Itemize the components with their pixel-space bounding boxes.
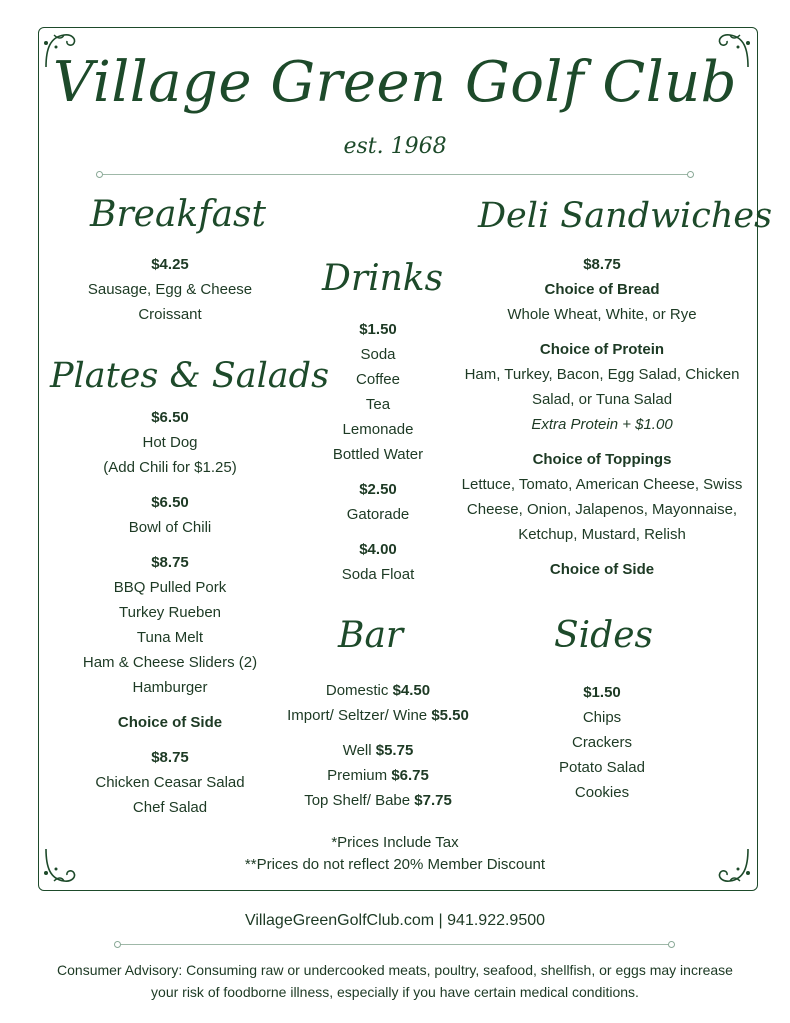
deli-toppings-options: Cheese, Onion, Jalapenos, Mayonnaise, (466, 501, 738, 518)
divider-bottom-dot-left (114, 941, 121, 948)
plates-salads-heading: Plates & Salads (50, 356, 330, 396)
bar-section (270, 678, 486, 813)
drinks-price: $2.50 (359, 481, 397, 498)
deli-sandwiches-heading: Deli Sandwiches (478, 196, 773, 236)
plates-item: Hot Dog (142, 434, 198, 451)
plates-item: Turkey Rueben (119, 604, 221, 621)
sides-item: Chips (582, 709, 622, 726)
plates-price: $8.75 (151, 554, 189, 571)
plates-price: $8.75 (151, 749, 189, 766)
bar-heading: Bar (338, 615, 404, 656)
bar-item: Well $5.75 (342, 742, 414, 759)
consumer-advisory-line1: Consumer Advisory: Consuming raw or undercooked meats, poultry, seafood, shellfish, or eggs may increase (57, 962, 733, 978)
deli-protein-title: Choice of Protein (539, 341, 665, 358)
deli-toppings-options: Ketchup, Mustard, Relish (518, 526, 686, 543)
plates-section (40, 405, 300, 820)
bar-item: Premium $6.75 (327, 767, 429, 784)
divider-bottom (118, 944, 672, 945)
bar-item: Import/ Seltzer/ Wine $5.50 (287, 707, 469, 724)
breakfast-section (40, 252, 300, 327)
breakfast-item: Croissant (138, 306, 202, 323)
drinks-section (280, 317, 476, 587)
drinks-heading: Drinks (322, 258, 444, 299)
deli-protein-options: Ham, Turkey, Bacon, Egg Salad, Chicken (464, 366, 740, 383)
contact-line: VillageGreenGolfClub.com | 941.922.9500 (244, 912, 546, 929)
deli-protein-options: Salad, or Tuna Salad (531, 391, 673, 408)
sides-price: $1.50 (583, 684, 621, 701)
bar-item: Domestic $4.50 (325, 682, 431, 699)
sides-heading: Sides (554, 615, 653, 656)
discount-note: **Prices do not reflect 20% Member Discount (244, 856, 546, 873)
deli-bread-options: Whole Wheat, White, or Rye (507, 306, 697, 323)
drinks-item: Coffee (356, 371, 400, 388)
drinks-item: Bottled Water (332, 446, 424, 463)
plates-item: Chef Salad (132, 799, 208, 816)
sides-item: Cookies (574, 784, 630, 801)
deli-toppings-options: Lettuce, Tomato, American Cheese, Swiss (461, 476, 743, 493)
drinks-item: Gatorade (346, 506, 410, 523)
divider-top-dot-left (96, 171, 103, 178)
plates-item: Tuna Melt (136, 629, 204, 646)
drinks-item: Tea (365, 396, 391, 413)
sides-item: Potato Salad (559, 759, 645, 776)
divider-bottom-dot-right (668, 941, 675, 948)
drinks-item: Lemonade (342, 421, 414, 438)
plates-price: $6.50 (151, 494, 189, 511)
drinks-price: $1.50 (359, 321, 397, 338)
plates-choice-of-side: Choice of Side (117, 714, 223, 731)
breakfast-item: Sausage, Egg & Cheese (87, 281, 253, 298)
page-title: Village Green Golf Club (52, 50, 738, 115)
established-year: est. 1968 (343, 134, 447, 159)
plates-item: Chicken Ceasar Salad (95, 774, 245, 791)
tax-note: *Prices Include Tax (331, 834, 459, 851)
drinks-item: Soda (360, 346, 396, 363)
deli-choice-of-side: Choice of Side (549, 561, 655, 578)
plates-item: Bowl of Chili (128, 519, 212, 536)
bar-item: Top Shelf/ Babe $7.75 (304, 792, 452, 809)
deli-toppings-title: Choice of Toppings (532, 451, 672, 468)
plates-item: (Add Chili for $1.25) (103, 459, 237, 476)
plates-item: Ham & Cheese Sliders (2) (82, 654, 258, 671)
divider-top (100, 174, 690, 175)
plates-price: $6.50 (151, 409, 189, 426)
breakfast-heading: Breakfast (90, 194, 266, 235)
drinks-price: $4.00 (359, 541, 397, 558)
deli-section (452, 252, 752, 582)
plates-item: BBQ Pulled Pork (113, 579, 227, 596)
consumer-advisory-line2: your risk of foodborne illness, especially if you have certain medical conditions. (151, 984, 639, 1000)
divider-top-dot-right (687, 171, 694, 178)
deli-extra-protein: Extra Protein + $1.00 (531, 416, 673, 433)
drinks-item: Soda Float (341, 566, 415, 583)
sides-item: Crackers (571, 734, 632, 751)
deli-price: $8.75 (583, 256, 621, 273)
plates-item: Hamburger (132, 679, 208, 696)
sides-section (502, 680, 702, 805)
breakfast-price: $4.25 (151, 256, 189, 273)
deli-bread-title: Choice of Bread (544, 281, 660, 298)
